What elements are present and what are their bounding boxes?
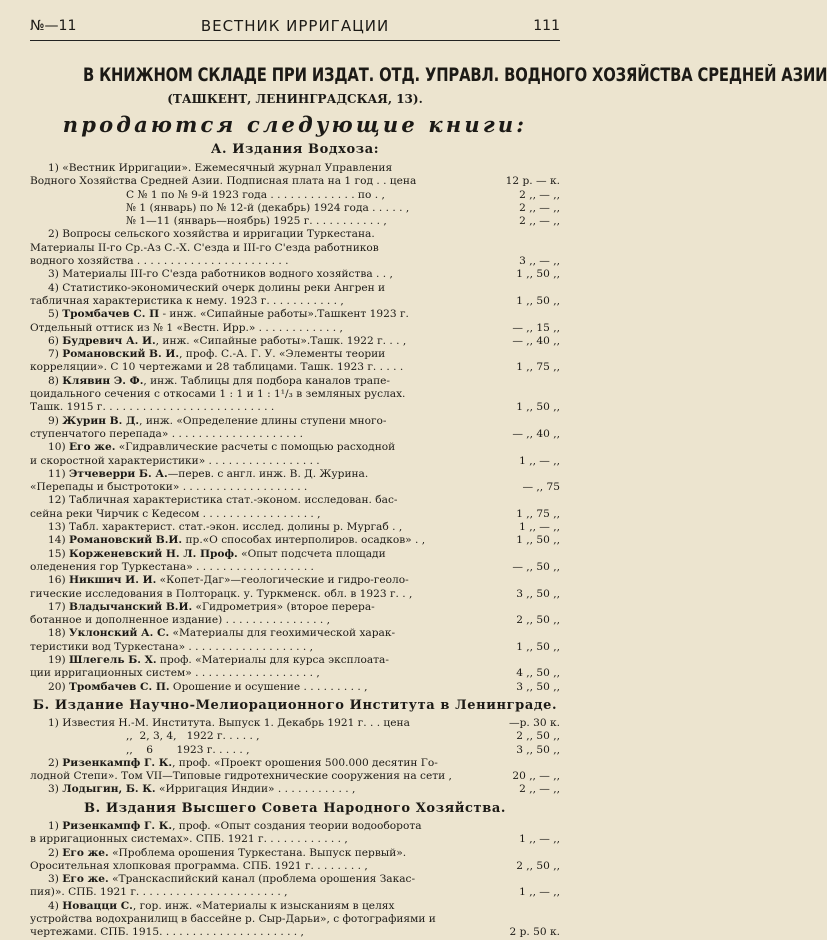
book-entry-text: гические исследования в Полторацк. у. Туркменск. обл. в 1923 г. . , xyxy=(30,587,413,600)
book-entry-text: 16) Никшич И. И. «Копет-Даг»—геологические и гидро-геоло- xyxy=(48,574,409,587)
book-price: —р. 30 к. xyxy=(509,717,560,729)
book-price: 1 ,, — ,, xyxy=(519,886,560,899)
list-item xyxy=(30,833,560,846)
book-entry-text: 12) Табличная характеристика стат.-эконом. исследован. бас- xyxy=(48,494,398,507)
book-price: 1 ,, 75 ,, xyxy=(516,361,560,374)
book-price: 4 ,, 50 ,, xyxy=(516,667,560,680)
book-entry-text: Ташк. 1915 г. . . . . . . . . . . . . . . . . . . . . . . . . . xyxy=(30,401,275,414)
book-entry-text: оледенения гор Туркестана» . . . . . . . . . . . . . . . . . . xyxy=(30,560,314,573)
list-item xyxy=(30,614,560,627)
list-item xyxy=(30,494,560,507)
book-price: 1 ,, 75 ,, xyxy=(516,507,560,520)
book-entry-text: 20) Тромбачев С. П. Орошение и осушение . . . . . . . . . , xyxy=(48,680,368,693)
list-item xyxy=(30,228,560,241)
book-entry-text: в ирригационных системах». СПБ. 1921 г. . . . . . . . . . . . , xyxy=(30,833,348,846)
section-a-heading: А. Издания Водхоза: xyxy=(210,142,380,157)
book-entry-text: «Перепады и быстротоки» . . . . . . . . . . . . . . . . . . . xyxy=(30,481,308,494)
list-item xyxy=(30,268,560,281)
list-item xyxy=(30,388,560,401)
announcement-title: В КНИЖНОМ СКЛАДЕ ПРИ ИЗДАТ. ОТД. УПРАВЛ. ВОДНОГО ХОЗЯЙСТВА СРЕДНЕЙ АЗИИ xyxy=(83,65,827,86)
book-entry-text: Отдельный оттиск из № 1 «Вестн. Ирр.» . . . . . . . . . . . . , xyxy=(30,321,343,334)
list-item xyxy=(30,455,560,468)
list-item xyxy=(30,667,560,680)
book-price: 12 р. — к. xyxy=(505,175,560,188)
list-item xyxy=(30,744,560,757)
list-item xyxy=(30,860,560,873)
book-entry-text: 14) Романовский В.И. пр.«О способах интерполиров. осадков» . , xyxy=(48,534,426,547)
list-item xyxy=(30,561,560,574)
book-price: 2 ,, — ,, xyxy=(519,201,560,214)
list-item xyxy=(30,730,560,743)
list-item xyxy=(30,468,560,481)
book-entry-text: ции ирригационных систем» . . . . . . . . . . . . . . . . . . , xyxy=(30,667,320,680)
book-price: 3 ,, 50 ,, xyxy=(516,743,560,756)
list-item xyxy=(30,295,560,308)
book-entry-text: чертежами. СПБ. 1915. . . . . . . . . . . . . . . . . . . . . , xyxy=(30,926,304,939)
book-entry-text: цоидального сечения с откосами 1 : 1 и 1 : 1¹/₃ в земляных руслах. xyxy=(30,388,406,401)
book-price: 1 ,, — ,, xyxy=(519,454,560,467)
book-entry-text: 2) Ризенкампф Г. К., проф. «Проект орошения 500.000 десятин Го- xyxy=(48,756,438,769)
book-price: 2 ,, — ,, xyxy=(519,783,560,796)
book-price: 1 ,, — ,, xyxy=(519,521,560,534)
book-entry-text: 5) Тромбачев С. П - инж. «Сипайные работы».Ташкент 1923 г. xyxy=(48,308,409,321)
list-item xyxy=(30,601,560,614)
section-a-list xyxy=(30,162,560,694)
book-price: 1 ,, 50 ,, xyxy=(516,640,560,653)
book-entry-text: 2) Его же. «Проблема орошения Туркестана. Выпуск первый». xyxy=(48,846,407,859)
issue-number: №—11 xyxy=(30,18,77,34)
book-price: 2 ,, 50 ,, xyxy=(516,614,560,627)
list-item xyxy=(30,820,560,833)
book-price: 1 ,, 50 ,, xyxy=(516,294,560,307)
list-item xyxy=(30,441,560,454)
list-item xyxy=(30,641,560,654)
book-entry-text: 8) Клявин Э. Ф., инж. Таблицы для подбора каналов трапе- xyxy=(48,374,390,387)
list-item xyxy=(30,242,560,255)
list-item xyxy=(30,681,560,694)
book-price: 2 р. 50 к. xyxy=(509,926,560,939)
list-item xyxy=(30,255,560,268)
book-entry-text: устройства водохранилищ в бассейне р. Сыр-Дарьи», с фотографиями и xyxy=(30,913,436,926)
list-item xyxy=(30,361,560,374)
list-item xyxy=(30,574,560,587)
list-item xyxy=(30,189,560,202)
book-entry-text: № 1—11 (январь—ноябрь) 1925 г. . . . . . . . . . . , xyxy=(126,215,387,228)
list-item xyxy=(30,348,560,361)
list-item xyxy=(30,175,560,188)
book-entry-text: 9) Журин В. Д., инж. «Определение длины ступени много- xyxy=(48,414,387,427)
book-entry-text: корреляции». С 10 чертежами и 28 таблицами. Ташк. 1923 г. . . . . xyxy=(30,361,404,374)
book-entry-text: 2) Вопросы сельского хозяйства и ирригации Туркестана. xyxy=(48,228,375,241)
book-price: 2 ,, 50 ,, xyxy=(516,730,560,743)
book-price: — ,, 15 ,, xyxy=(512,321,560,334)
book-entry-text: 18) Уклонский А. С. «Материалы для геохимической харак- xyxy=(48,627,396,640)
section-b-heading: Б. Издание Научно-Мелиорационного Института в Ленинграде. xyxy=(32,698,558,713)
list-item xyxy=(30,913,560,926)
book-entry-text: 4) Статистико-экономический очерк долины реки Ангрен и xyxy=(48,281,386,294)
book-price: — ,, 40 ,, xyxy=(512,334,560,347)
book-entry-text: сейна реки Чирчик с Кедесом . . . . . . . . . . . . . . . . . , xyxy=(30,507,321,520)
book-price: 1 ,, 50 ,, xyxy=(516,401,560,414)
list-item xyxy=(30,375,560,388)
book-entry-text: 10) Его же. «Гидравлические расчеты с помощью расходной xyxy=(48,441,396,454)
book-entry-text: и скоростной характеристики» . . . . . . . . . . . . . . . . . xyxy=(30,454,320,467)
list-item xyxy=(30,202,560,215)
page-number: 111 xyxy=(533,18,560,34)
book-entry-text: Оросительная хлопковая программа. СПБ. 1921 г. . . . . . . . , xyxy=(30,859,368,872)
book-price: — ,, 50 ,, xyxy=(512,560,560,573)
list-item xyxy=(30,322,560,335)
section-b-list xyxy=(30,717,560,797)
book-entry-text: теристики вод Туркестана» . . . . . . . . . . . . . . . . . . , xyxy=(30,640,314,653)
book-price: 1 ,, 50 ,, xyxy=(516,534,560,547)
list-item xyxy=(30,717,560,730)
book-entry-text: 13) Табл. характерист. стат.-экон. исслед. долины р. Мургаб . , xyxy=(48,521,403,534)
book-entry-text: Водного Хозяйства Средней Азии. Подписная плата на 1 год . . цена xyxy=(30,175,417,188)
announcement-subtitle: продаются следующие книги: xyxy=(62,112,528,137)
list-item xyxy=(30,481,560,494)
list-item xyxy=(30,508,560,521)
book-entry-text: 1) Известия Н.-М. Института. Выпуск 1. Декабрь 1921 г. . . цена xyxy=(48,717,410,729)
book-entry-text: 3) Материалы III-го С'езда работников водного хозяйства . . , xyxy=(48,268,393,281)
list-item xyxy=(30,415,560,428)
journal-title: ВЕСТНИК ИРРИГАЦИИ xyxy=(200,17,390,35)
book-entry-text: ,, 6 1923 г. . . . . , xyxy=(126,743,250,756)
book-entry-text: табличная характеристика к нему. 1923 г. . . . . . . . . . . , xyxy=(30,294,344,307)
book-price: 2 ,, — ,, xyxy=(519,188,560,201)
book-entry-text: ,, 2, 3, 4, 1922 г. . . . . , xyxy=(126,730,260,743)
book-price: — ,, 40 ,, xyxy=(512,427,560,440)
book-entry-text: 6) Будревич А. И., инж. «Сипайные работы».Ташк. 1922 г. . . , xyxy=(48,334,407,347)
list-item xyxy=(30,282,560,295)
book-entry-text: 3) Его же. «Транскаспийский канал (проблема орошения Закас- xyxy=(48,873,416,886)
list-item xyxy=(30,308,560,321)
book-entry-text: 1) «Вестник Ирригации». Ежемесячный журнал Управления xyxy=(48,162,393,174)
list-item xyxy=(30,770,560,783)
announcement-address: (ТАШКЕНТ, ЛЕНИНГРАДСКАЯ, 13). xyxy=(167,92,423,106)
list-item xyxy=(30,847,560,860)
list-item xyxy=(30,428,560,441)
list-item xyxy=(30,588,560,601)
list-item xyxy=(30,886,560,899)
book-price: 2 ,, — ,, xyxy=(519,215,560,228)
list-item xyxy=(30,215,560,228)
book-entry-text: 1) Ризенкампф Г. К., проф. «Опыт создания теории водооборота xyxy=(48,820,422,832)
book-entry-text: водного хозяйства . . . . . . . . . . . . . . . . . . . . . . . xyxy=(30,255,289,268)
book-entry-text: ботанное и дополненное издание) . . . . . . . . . . . . . . . , xyxy=(30,614,330,627)
list-item xyxy=(30,548,560,561)
list-item xyxy=(30,900,560,913)
list-item xyxy=(30,521,560,534)
list-item xyxy=(30,335,560,348)
book-price: 20 ,, — ,, xyxy=(512,770,560,783)
list-item xyxy=(30,627,560,640)
list-item xyxy=(30,654,560,667)
book-entry-text: 4) Новацци С., гор. инж. «Материалы к изысканиям в целях xyxy=(48,899,395,912)
book-entry-text: 3) Лодыгин, Б. К. «Ирригация Индии» . . . . . . . . . . . , xyxy=(48,783,356,796)
book-entry-text: Материалы II-го Ср.-Аз С.-Х. С'езда и III-го С'езда работников xyxy=(30,241,379,254)
book-entry-text: 19) Шлегель Б. Х. проф. «Материалы для курса эксплоата- xyxy=(48,653,389,666)
list-item xyxy=(30,926,560,939)
book-entry-text: 11) Этчеверри Б. А.—перев. с англ. инж. В. Д. Журина. xyxy=(48,467,369,480)
book-price: 3 ,, 50 ,, xyxy=(516,587,560,600)
list-item xyxy=(30,783,560,796)
book-entry-text: 15) Корженевский Н. Л. Проф. «Опыт подсчета площади xyxy=(48,547,386,560)
book-price: 1 ,, — ,, xyxy=(519,833,560,846)
book-entry-text: № 1 (январь) по № 12-й (декабрь) 1924 года . . . . . , xyxy=(126,201,410,214)
book-entry-text: 7) Романовский В. И., проф. С.-А. Г. У. «Элементы теории xyxy=(48,348,386,361)
list-item xyxy=(30,757,560,770)
list-item xyxy=(30,534,560,547)
book-entry-text: пия)». СПБ. 1921 г. . . . . . . . . . . . . . . . . . . . . . , xyxy=(30,886,288,899)
section-v-heading: В. Издания Высшего Совета Народного Хозяйства. xyxy=(84,801,506,816)
book-price: 3 ,, — ,, xyxy=(519,255,560,268)
book-price: 2 ,, 50 ,, xyxy=(516,859,560,872)
running-header xyxy=(30,16,560,41)
book-entry-text: лодной Степи». Том VII—Типовые гидротехнические сооружения на сети , xyxy=(30,770,452,783)
book-entry-text: ступенчатого перепада» . . . . . . . . . . . . . . . . . . . . xyxy=(30,427,304,440)
section-v-list xyxy=(30,820,560,940)
list-item xyxy=(30,162,560,175)
book-price: 1 ,, 50 ,, xyxy=(516,268,560,281)
list-item xyxy=(30,401,560,414)
book-price: — ,, 75 xyxy=(522,481,560,494)
list-item xyxy=(30,873,560,886)
book-entry-text: 17) Владычанский В.И. «Гидрометрия» (второе перера- xyxy=(48,600,375,613)
book-price: 3 ,, 50 ,, xyxy=(516,680,560,693)
book-entry-text: С № 1 по № 9-й 1923 года . . . . . . . . . . . . . по . , xyxy=(126,188,385,201)
